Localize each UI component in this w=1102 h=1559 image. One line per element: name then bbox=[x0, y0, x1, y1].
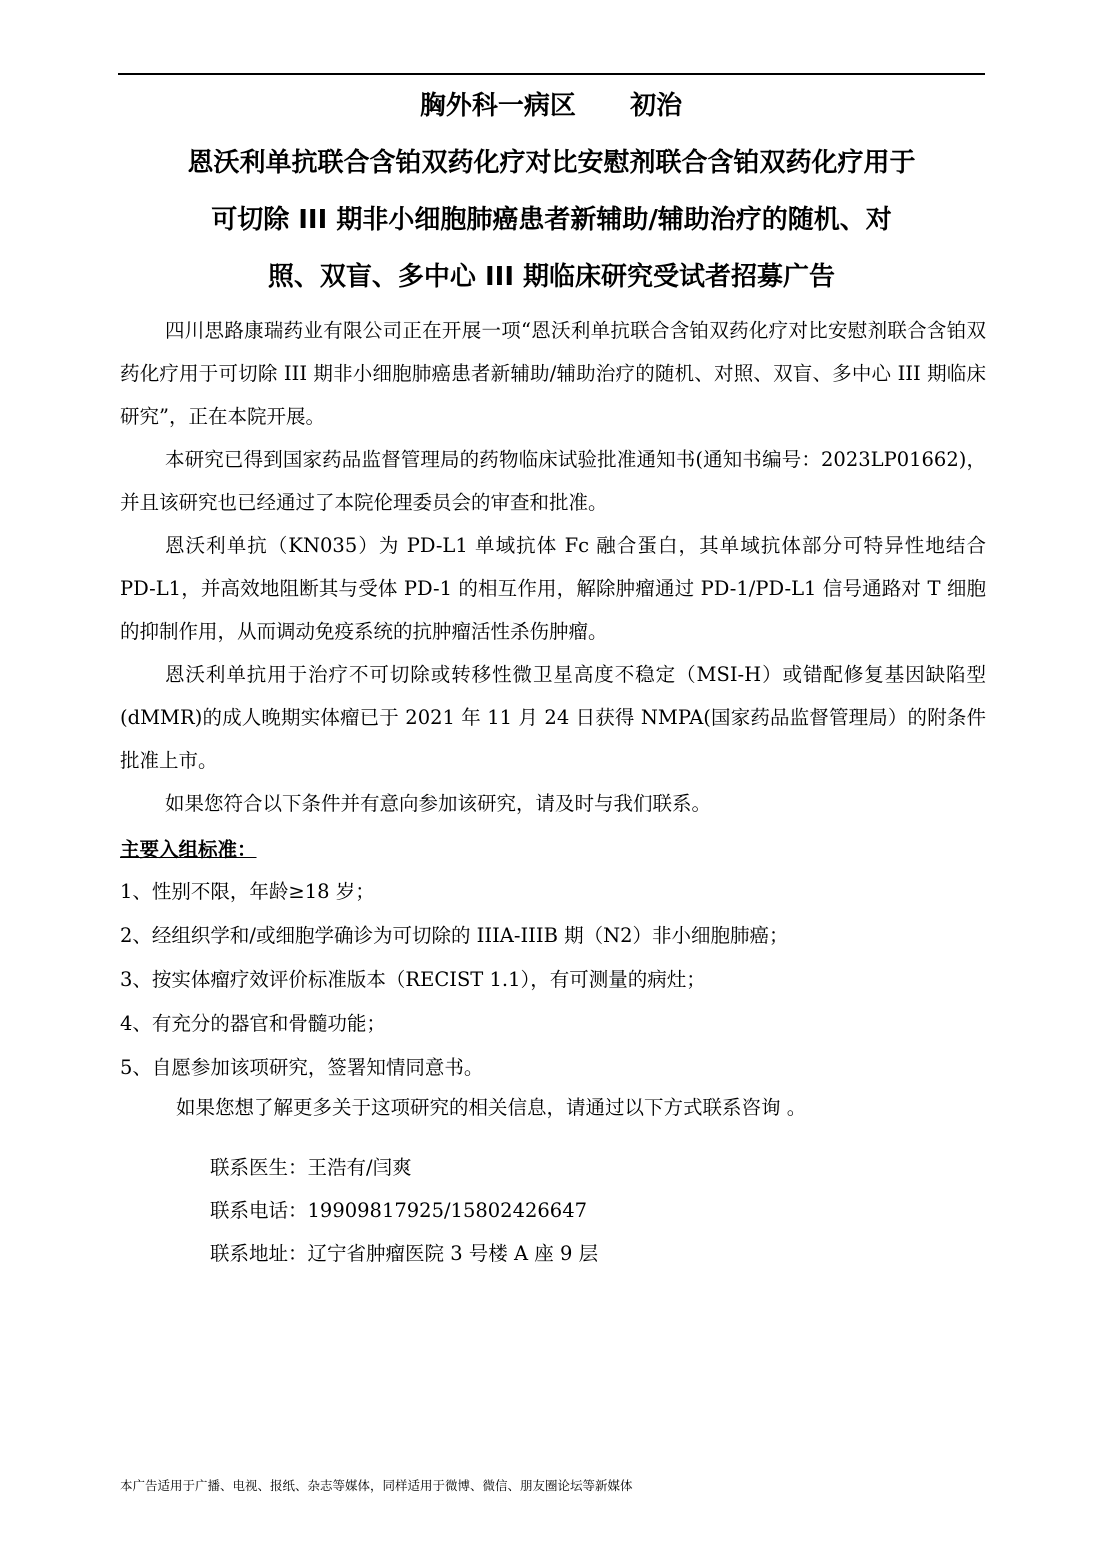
market-approval-paragraph: 恩沃利单抗用于治疗不可切除或转移性微卫星高度不稳定（MSI-H）或错配修复基因缺陷型(dMMR)的成人晚期实体瘤已于 2021 年 11 月 24 日获得 NMPA(国家药品监督管理局）的附条件批准上市。 bbox=[120, 663, 986, 772]
criteria-item: 5、自愿参加该项研究，签署知情同意书。 bbox=[120, 1056, 484, 1079]
title-line-3: 照、双盲、多中心 III 期临床研究受试者招募广告 bbox=[267, 262, 836, 292]
department-name: 胸外科一病区 bbox=[419, 91, 576, 121]
drug-description-paragraph: 恩沃利单抗（KN035）为 PD-L1 单域抗体 Fc 融合蛋白，其单域抗体部分可特异性地结合 PD-L1，并高效地阻断其与受体 PD-1 的相互作用，解除肿瘤通过 PD-1/PD-L1 信号通路对 T 细胞的抑制作用，从而调动免疫系统的抗肿瘤活性杀伤肿瘤。 bbox=[120, 534, 986, 643]
department-line bbox=[0, 86, 1102, 126]
approval-paragraph: 本研究已得到国家药品监督管理局的药物临床试验批准通知书(通知书编号：2023LP01662)，并且该研究也已经通过了本院伦理委员会的审查和批准。 bbox=[120, 448, 986, 514]
title-line-2: 可切除 III 期非小细胞肺癌患者新辅助/辅助治疗的随机、对 bbox=[211, 205, 892, 235]
criteria-item: 2、经组织学和/或细胞学确诊为可切除的 IIIA-IIIB 期（N2）非小细胞肺癌； bbox=[120, 924, 789, 947]
criteria-item: 3、按实体瘤疗效评价标准版本（RECIST 1.1），有可测量的病灶； bbox=[120, 968, 706, 991]
title-line-1: 恩沃利单抗联合含铂双药化疗对比安慰剂联合含铂双药化疗用于 bbox=[187, 148, 916, 178]
intro-paragraph: 四川思路康瑞药业有限公司正在开展一项“恩沃利单抗联合含铂双药化疗对比安慰剂联合含铂双药化疗用于可切除 III 期非小细胞肺癌患者新辅助/辅助治疗的随机、对照、双盲、多中心 III 期临床研究”，正在本院开展。 bbox=[120, 319, 986, 428]
contact-phone: 联系电话：19909817925/15802426647 bbox=[210, 1199, 588, 1222]
criteria-item: 1、性别不限，年龄≥18 岁； bbox=[120, 880, 375, 903]
footer-note: 本广告适用于广播、电视、报纸、杂志等媒体，同样适用于微博、微信、朋友圈论坛等新媒体 bbox=[120, 1478, 633, 1493]
invitation-paragraph: 如果您符合以下条件并有意向参加该研究，请及时与我们联系。 bbox=[165, 792, 712, 815]
criteria-item: 4、有充分的器官和骨髓功能； bbox=[120, 1012, 386, 1035]
criteria-heading: 主要入组标准： bbox=[120, 838, 257, 861]
contact-doctor: 联系医生：王浩有/闫爽 bbox=[210, 1156, 412, 1179]
contact-address: 联系地址：辽宁省肿瘤医院 3 号楼 A 座 9 层 bbox=[210, 1242, 599, 1265]
contact-intro: 如果您想了解更多关于这项研究的相关信息，请通过以下方式联系咨询 。 bbox=[176, 1096, 807, 1119]
top-rule bbox=[118, 73, 985, 75]
criteria-list bbox=[120, 870, 789, 1090]
treatment-stage: 初治 bbox=[630, 91, 683, 121]
